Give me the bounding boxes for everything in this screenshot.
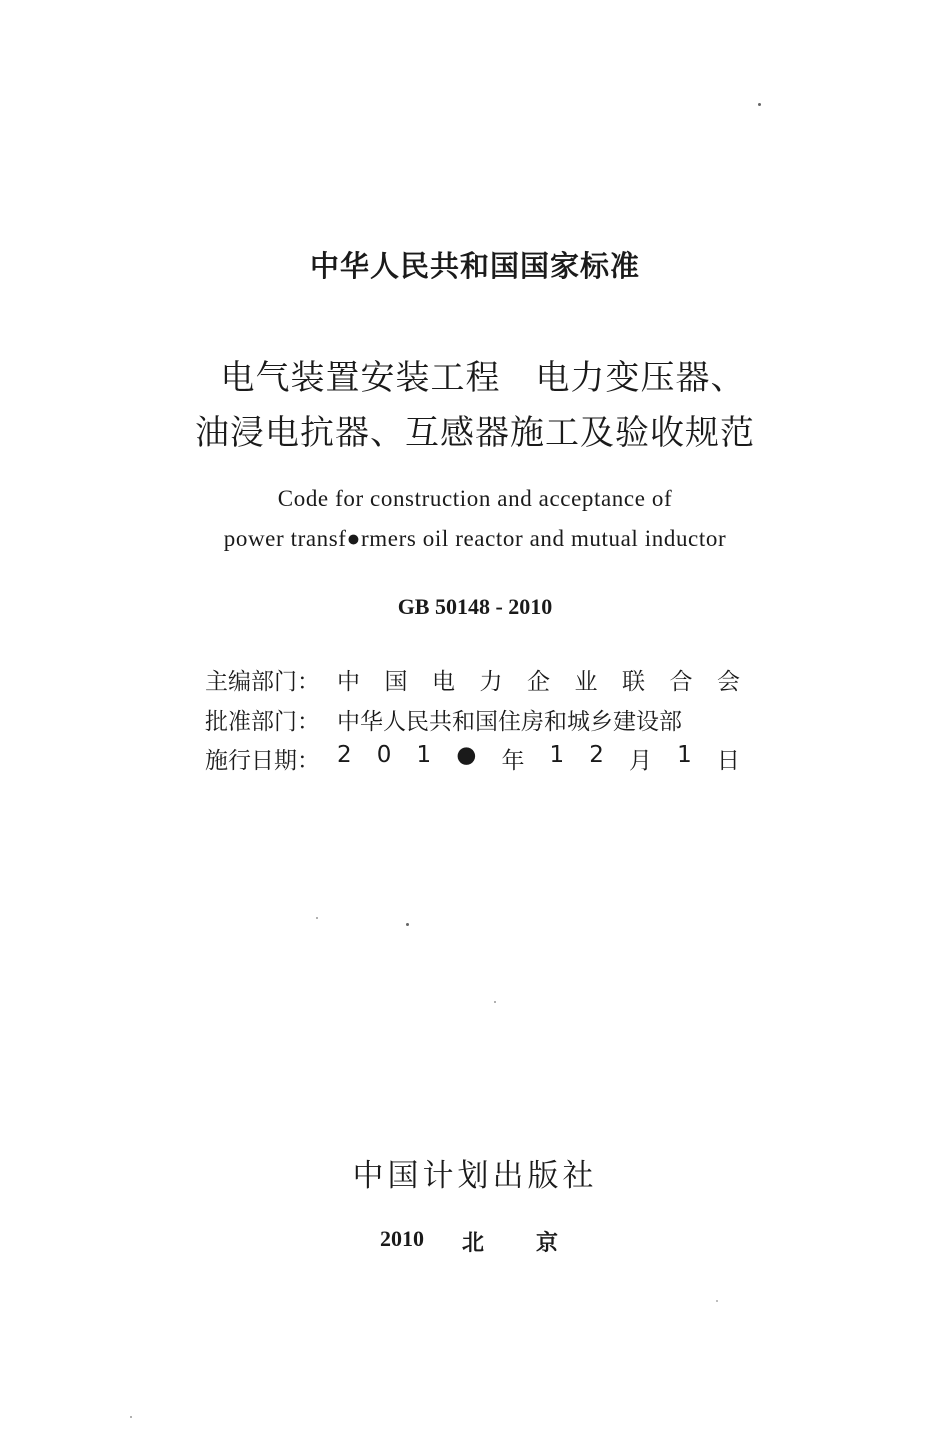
- standard-code: GB 50148 - 2010: [397, 594, 553, 619]
- chief-dept-char: 力: [479, 669, 503, 695]
- title-en-line-1: Code for construction and acceptance of: [277, 486, 673, 511]
- effective-date-row: [205, 742, 740, 772]
- effective-date-char: 1: [549, 742, 565, 768]
- effective-date-char: 1: [677, 742, 692, 768]
- chief-dept-char: 联: [622, 669, 645, 695]
- effective-date-label: 施行日期：: [205, 748, 320, 774]
- scan-speck: [716, 1300, 718, 1302]
- scan-speck: [758, 103, 761, 106]
- approve-dept-value: 中华人民共和国住房和城乡建设部: [337, 709, 682, 735]
- scan-speck: [316, 917, 318, 919]
- chief-dept-char: 合: [669, 669, 693, 695]
- chief-dept-char: 会: [717, 669, 740, 695]
- effective-date-char: 2: [337, 742, 352, 768]
- approve-dept-row: [205, 703, 740, 733]
- effective-date-value: [337, 742, 740, 775]
- publication-year: 2010: [380, 1226, 424, 1251]
- chief-dept-char: 中: [337, 669, 360, 695]
- scan-speck: [130, 1416, 132, 1418]
- publication-city: 北京: [462, 1230, 611, 1255]
- chief-dept-char: 电: [432, 669, 455, 695]
- chief-dept-char: 业: [574, 669, 598, 695]
- scan-speck: [406, 923, 409, 926]
- effective-date-char: 2: [589, 742, 604, 768]
- effective-date-char: 月: [629, 748, 653, 774]
- effective-date-char: 年: [501, 748, 525, 774]
- chief-dept-char: 国: [384, 669, 408, 695]
- effective-date-char: ●: [456, 742, 477, 768]
- title-en-line-2: power transf●rmers oil reactor and mutual inductor: [223, 526, 727, 551]
- effective-date-char: 1: [416, 742, 432, 768]
- effective-date-char: 日: [716, 748, 740, 774]
- standard-type-heading: 中华人民共和国国家标准: [309, 249, 640, 283]
- title-cn-line-2: 油浸电抗器、互感器施工及验收规范: [195, 413, 755, 453]
- chief-dept-row: [205, 663, 740, 693]
- title-cn-line-1: 电气装置安装工程 电力变压器、: [220, 358, 746, 398]
- effective-date-char: 0: [376, 742, 392, 768]
- chief-dept-label: 主编部门：: [205, 669, 320, 695]
- approve-dept-label: 批准部门：: [205, 709, 320, 735]
- chief-dept-value: [337, 663, 740, 696]
- publisher-name: 中国计划出版社: [352, 1158, 598, 1194]
- scan-speck: [494, 1001, 496, 1003]
- chief-dept-char: 企: [527, 669, 550, 695]
